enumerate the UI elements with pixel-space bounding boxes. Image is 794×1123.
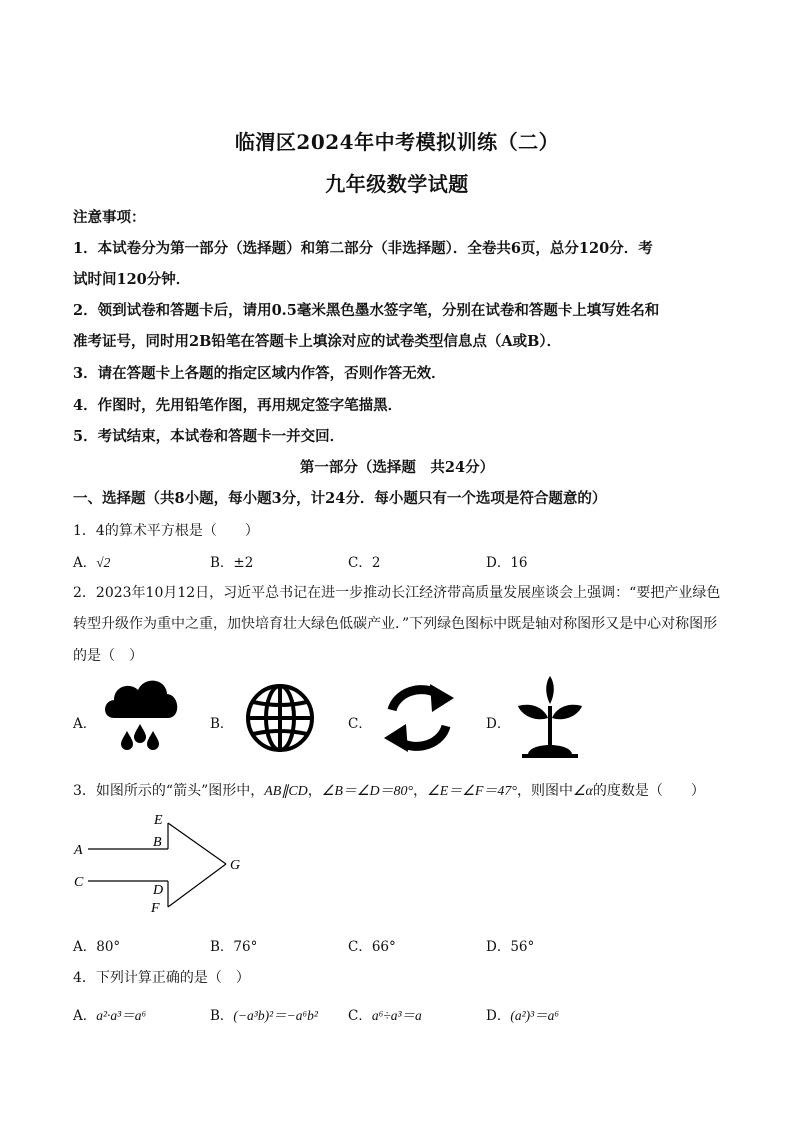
segment-eg <box>168 823 226 864</box>
q3-stem-end: 的度数是（ ） <box>592 783 705 799</box>
question-2-line-2: 转型升级作为重中之重，加快培育壮大绿色低碳产业．”下列绿色图标中既是轴对称图形又是中心对称图形 <box>73 616 718 632</box>
q4-option-d-label: D． <box>486 1008 511 1024</box>
question-2-line-1: 2．2023年10月12日，习近平总书记在进一步推动长江经济带高质量发展座谈会上强调：“要把产业绿色 <box>73 585 721 601</box>
sprout-icon <box>514 676 586 760</box>
globe-icon <box>244 682 316 754</box>
label-e: E <box>154 813 163 828</box>
q2-option-b: B． <box>210 716 234 732</box>
notice-item-3: 3．请在答题卡上各题的指定区域内作答，否则作答无效． <box>73 365 446 382</box>
question-2-line-3: 的是（ ） <box>73 648 143 664</box>
label-f: F <box>151 901 160 916</box>
segment-fg <box>168 864 226 907</box>
q4-option-b <box>210 1004 318 1024</box>
rain-cloud-icon <box>100 674 182 752</box>
notice-heading: 注意事项： <box>73 209 146 226</box>
q4-option-c-label: C． <box>348 1008 372 1024</box>
part-one-heading: 第一部分（选择题 共24分） <box>299 459 495 476</box>
recycle-arrows-icon <box>374 682 464 754</box>
notice-item-2-line-2: 准考证号，同时用2B铅笔在答题卡上填涂对应的试卷类型信息点（A或B）． <box>73 333 562 350</box>
q1-option-d: D．16 <box>486 555 528 571</box>
q3-angle-alpha: ∠α <box>572 784 593 799</box>
q3-stem-prefix: 3．如图所示的“箭头”图形中， <box>73 783 265 799</box>
q3-option-a: A．80° <box>73 939 121 955</box>
notice-item-1-line-1: 1．本试卷分为第一部分（选择题）和第二部分（非选择题）．全卷共6页，总分120分．考 <box>73 240 653 257</box>
q3-cond-angles-bd: ∠B＝∠D＝80° <box>321 784 414 799</box>
q1-option-a <box>73 551 110 571</box>
q2-option-a: A． <box>73 716 97 732</box>
q3-option-c: C．66° <box>348 939 396 955</box>
exam-subtitle: 九年级数学试题 <box>325 172 469 196</box>
q4-option-b-expr: (−a³b)²＝−a⁶b² <box>233 1008 318 1023</box>
section-heading: 一、选择题（共8小题，每小题3分，计24分．每小题只有一个选项是符合题意的） <box>73 490 607 507</box>
q4-option-d <box>486 1004 559 1024</box>
exam-title: 临渭区2024年中考模拟训练（二） <box>234 130 560 154</box>
q1-option-c: C．2 <box>348 555 381 571</box>
notice-item-5: 5．考试结束，本试卷和答题卡一并交回． <box>73 428 345 445</box>
label-d: D <box>153 883 164 898</box>
q1-option-b: B．±2 <box>210 555 254 571</box>
q3-option-b: B．76° <box>210 939 258 955</box>
label-g: G <box>230 858 241 873</box>
question-4-stem: 4．下列计算正确的是（ ） <box>73 970 250 986</box>
q3-cond-angles-ef: ∠E＝∠F＝47° <box>427 784 517 799</box>
q3-cond-parallel: AB∥CD <box>264 784 308 799</box>
arrow-figure <box>70 808 250 918</box>
question-3-stem <box>73 780 705 800</box>
notice-item-4: 4．作图时，先用铅笔作图，再用规定签字笔描黑． <box>73 397 403 414</box>
q3-sep-1: ， <box>307 783 322 799</box>
label-c: C <box>74 875 84 890</box>
notice-item-2-line-1: 2．领到试卷和答题卡后，请用0.5毫米黑色墨水签字笔，分别在试卷和答题卡上填写姓名和 <box>73 302 660 319</box>
q4-option-d-expr: (a²)³＝a⁶ <box>510 1008 560 1023</box>
q4-option-a-label: A． <box>73 1008 97 1024</box>
q4-option-a-expr: a²·a³＝a⁶ <box>96 1008 147 1023</box>
q2-option-c: C． <box>348 716 372 732</box>
q4-option-c <box>348 1004 422 1024</box>
q2-option-d: D． <box>486 716 511 732</box>
q3-sep-2: ， <box>413 783 428 799</box>
q1-option-a-label: A． <box>73 555 97 571</box>
label-b: B <box>153 835 162 850</box>
q4-option-b-label: B． <box>210 1008 234 1024</box>
q3-option-d: D．56° <box>486 939 535 955</box>
question-1-stem: 1．4的算术平方根是（ ） <box>73 523 259 539</box>
label-a: A <box>74 843 83 858</box>
q4-option-c-expr: a⁶÷a³＝a <box>371 1008 422 1023</box>
notice-item-1-line-2: 试时间120分钟． <box>73 271 191 288</box>
q1-option-a-value: √2 <box>96 555 111 570</box>
q4-option-a <box>73 1004 146 1024</box>
q3-stem-suffix: ，则图中 <box>516 783 573 799</box>
